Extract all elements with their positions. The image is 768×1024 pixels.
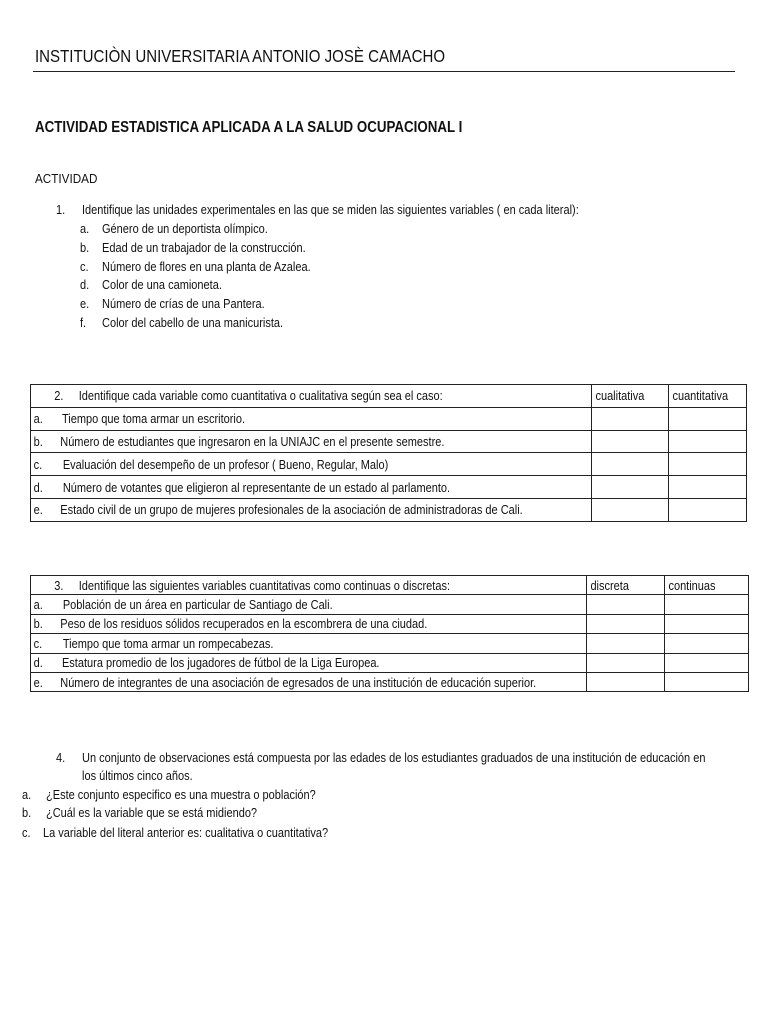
row-text: Número de votantes que eligieron al representante de un estado al parlamento. [62, 479, 451, 495]
answer-cell[interactable] [665, 595, 749, 614]
item-letter: a. [22, 787, 32, 802]
question-text: Identifique las siguientes variables cuantitativas como continuas o discretas: [78, 577, 451, 593]
row-text-cell [31, 614, 587, 633]
row-text-cell [31, 653, 587, 672]
column-header-continuas: continuas [665, 576, 749, 595]
answer-cell[interactable] [587, 614, 665, 633]
row-letter: c. [33, 635, 43, 651]
table-row [31, 498, 747, 521]
answer-cell[interactable] [669, 498, 747, 521]
answer-cell[interactable] [665, 672, 749, 691]
question-3-table [30, 575, 749, 692]
answer-cell[interactable] [665, 634, 749, 653]
answer-cell[interactable] [587, 634, 665, 653]
row-text: Evaluación del desempeño de un profesor ( Bueno, Regular, Malo) [62, 456, 389, 472]
row-letter: e. [33, 502, 43, 518]
column-header-cualitativa: cualitativa [592, 385, 669, 408]
header-divider [33, 71, 735, 72]
row-text-cell [31, 476, 592, 499]
row-text: Estado civil de un grupo de mujeres profesionales de la asociación de administradoras de Cali. [60, 502, 523, 518]
question-number: 1. [56, 202, 66, 217]
item-letter: f. [80, 315, 87, 330]
table-row [31, 634, 749, 653]
item-text: ¿Cuál es la variable que se está midiendo? [46, 805, 258, 820]
row-letter: e. [33, 674, 43, 690]
row-text-cell [31, 430, 592, 453]
row-text: Peso de los residuos sólidos recuperados en la escombrera de una ciudad. [60, 616, 428, 632]
row-letter: a. [33, 597, 43, 613]
item-letter: b. [22, 805, 32, 820]
answer-cell[interactable] [592, 476, 669, 499]
row-text: Tiempo que toma armar un escritorio. [61, 411, 246, 427]
answer-cell[interactable] [592, 453, 669, 476]
row-text: Población de un área en particular de Santiago de Cali. [62, 597, 333, 613]
answer-cell[interactable] [592, 430, 669, 453]
column-header-discreta: discreta [587, 576, 665, 595]
row-text: Número de estudiantes que ingresaron en la UNIAJC en el presente semestre. [60, 433, 445, 449]
answer-cell[interactable] [669, 430, 747, 453]
question-2-prompt [31, 385, 592, 408]
answer-cell[interactable] [669, 453, 747, 476]
table-row [31, 672, 749, 691]
answer-cell[interactable] [587, 672, 665, 691]
table-row [31, 614, 749, 633]
question-3-prompt [31, 576, 587, 595]
document-title: ACTIVIDAD ESTADISTICA APLICADA A LA SALUD OCUPACIONAL I [35, 119, 463, 136]
row-text: Tiempo que toma armar un rompecabezas. [62, 635, 274, 651]
item-text: Color de una camioneta. [102, 277, 222, 292]
row-text: Número de integrantes de una asociación de egresados de una institución de educación superior. [60, 674, 537, 690]
item-text: Número de crías de una Pantera. [102, 296, 265, 311]
table-row [31, 476, 747, 499]
answer-cell[interactable] [669, 476, 747, 499]
item-letter: a. [80, 221, 90, 236]
row-letter: d. [33, 655, 43, 671]
item-text: Género de un deportista olímpico. [102, 221, 268, 236]
item-text: ¿Este conjunto especifico es una muestra o población? [46, 787, 316, 802]
item-text: Color del cabello de una manicurista. [102, 315, 284, 330]
answer-cell[interactable] [592, 407, 669, 430]
item-text: Edad de un trabajador de la construcción. [102, 240, 306, 255]
answer-cell[interactable] [669, 407, 747, 430]
column-header-cuantitativa: cuantitativa [669, 385, 747, 408]
question-text: Identifique las unidades experimentales en las que se miden las siguientes variables ( en cada literal): [82, 202, 579, 217]
item-letter: d. [80, 277, 90, 292]
table-row [31, 595, 749, 614]
question-2-table [30, 384, 747, 522]
question-4-text-continued: los últimos cinco años. [82, 768, 193, 783]
item-letter: c. [22, 825, 31, 840]
row-letter: c. [33, 456, 43, 472]
question-4-text: Un conjunto de observaciones está compuesta por las edades de los estudiantes graduados de una institución de educación en [82, 750, 706, 765]
row-text-cell [31, 498, 592, 521]
table-header-row [31, 385, 747, 408]
question-number: 2. [54, 388, 64, 404]
row-letter: b. [33, 433, 43, 449]
item-text: La variable del literal anterior es: cualitativa o cuantitativa? [43, 825, 329, 840]
answer-cell[interactable] [587, 595, 665, 614]
table-row [31, 407, 747, 430]
row-text-cell [31, 634, 587, 653]
table-row [31, 430, 747, 453]
row-text-cell [31, 595, 587, 614]
row-letter: a. [33, 411, 43, 427]
row-text-cell [31, 453, 592, 476]
table-header-row [31, 576, 749, 595]
item-letter: b. [80, 240, 90, 255]
row-text: Estatura promedio de los jugadores de fútbol de la Liga Europea. [61, 655, 380, 671]
question-text: Identifique cada variable como cuantitativa o cualitativa según sea el caso: [78, 388, 443, 404]
item-letter: c. [80, 259, 89, 274]
institution-header: INSTITUCIÒN UNIVERSITARIA ANTONIO JOSÈ CAMACHO [35, 46, 446, 66]
item-letter: e. [80, 296, 90, 311]
table-row [31, 653, 749, 672]
table-row [31, 453, 747, 476]
row-letter: b. [33, 616, 43, 632]
row-text-cell [31, 672, 587, 691]
answer-cell[interactable] [665, 614, 749, 633]
row-text-cell [31, 407, 592, 430]
answer-cell[interactable] [592, 498, 669, 521]
answer-cell[interactable] [665, 653, 749, 672]
section-label: ACTIVIDAD [35, 171, 98, 186]
answer-cell[interactable] [587, 653, 665, 672]
row-letter: d. [33, 479, 43, 495]
question-number: 3. [54, 577, 64, 593]
question-number: 4. [56, 750, 66, 765]
item-text: Número de flores en una planta de Azalea. [102, 259, 311, 274]
